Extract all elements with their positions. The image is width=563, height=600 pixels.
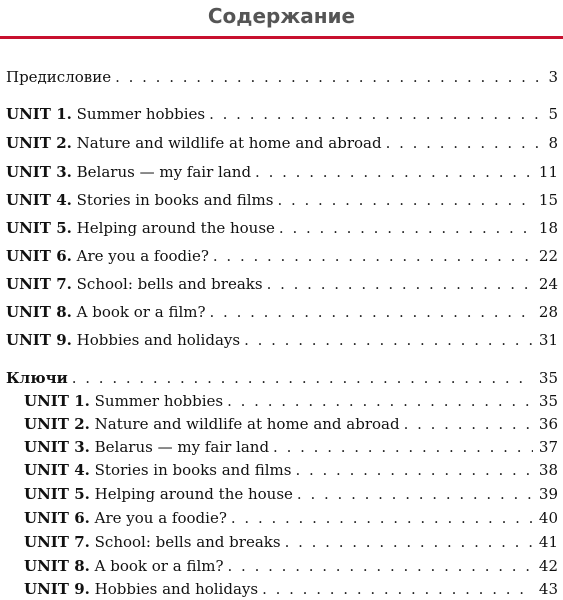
page-number: 43 bbox=[538, 580, 558, 598]
unit-number: UNIT 8. bbox=[24, 557, 90, 575]
dot-leader bbox=[244, 330, 533, 350]
page-title: Содержание bbox=[207, 4, 356, 28]
title-rule bbox=[0, 36, 563, 39]
page-number: 35 bbox=[538, 369, 558, 387]
dot-leader bbox=[297, 484, 533, 504]
entry-title: School: bells and breaks bbox=[94, 533, 281, 551]
entry-title: Summer hobbies bbox=[76, 105, 206, 123]
entry-title: A book or a film? bbox=[94, 557, 224, 575]
entry-title: Belarus — my fair land bbox=[94, 438, 270, 456]
page-number: 41 bbox=[538, 533, 558, 551]
unit-number: UNIT 9. bbox=[6, 331, 72, 349]
page-number: 31 bbox=[538, 331, 558, 349]
dot-leader bbox=[285, 532, 533, 552]
entry-title: Are you a foodie? bbox=[76, 247, 209, 265]
toc-key-unit-3[interactable] bbox=[24, 437, 558, 457]
toc-key-unit-6[interactable] bbox=[24, 508, 558, 528]
entry-title: Hobbies and holidays bbox=[76, 331, 241, 349]
toc-key-unit-7[interactable] bbox=[24, 532, 558, 552]
unit-number: UNIT 6. bbox=[24, 509, 90, 527]
entry-title: Summer hobbies bbox=[94, 392, 224, 410]
dot-leader bbox=[227, 391, 533, 411]
toc-key-unit-2[interactable] bbox=[24, 414, 558, 434]
toc-entry-unit-2[interactable] bbox=[6, 133, 558, 153]
dot-leader bbox=[273, 437, 533, 457]
unit-number: UNIT 5. bbox=[24, 485, 90, 503]
entry-title: Nature and wildlife at home and abroad bbox=[76, 134, 382, 152]
unit-number: UNIT 2. bbox=[24, 415, 90, 433]
toc-entry-unit-7[interactable] bbox=[6, 274, 558, 294]
toc-entry-unit-8[interactable] bbox=[6, 302, 558, 322]
page-number: 42 bbox=[538, 557, 558, 575]
unit-number: UNIT 4. bbox=[6, 191, 72, 209]
entry-title: Ключи bbox=[6, 369, 68, 387]
dot-leader bbox=[210, 302, 533, 322]
unit-number: UNIT 8. bbox=[6, 303, 72, 321]
entry-title: Nature and wildlife at home and abroad bbox=[94, 415, 400, 433]
page-number: 36 bbox=[538, 415, 558, 433]
entry-title: Belarus — my fair land bbox=[76, 163, 252, 181]
dot-leader bbox=[295, 460, 532, 480]
entry-title: Helping around the house bbox=[76, 219, 275, 237]
unit-number: UNIT 7. bbox=[6, 275, 72, 293]
toc-entry-unit-1[interactable] bbox=[6, 104, 558, 124]
dot-leader bbox=[386, 133, 543, 153]
toc-entry-unit-9[interactable] bbox=[6, 330, 558, 350]
entry-title: Stories in books and films bbox=[94, 461, 292, 479]
page-number: 24 bbox=[538, 275, 558, 293]
toc-key-unit-8[interactable] bbox=[24, 556, 558, 576]
toc-entry-preface[interactable] bbox=[6, 67, 558, 87]
entry-title: Helping around the house bbox=[94, 485, 293, 503]
unit-number: UNIT 2. bbox=[6, 134, 72, 152]
page-number: 11 bbox=[538, 163, 558, 181]
entry-title: School: bells and breaks bbox=[76, 275, 263, 293]
dot-leader bbox=[115, 67, 542, 87]
toc-entry-unit-4[interactable] bbox=[6, 190, 558, 210]
page-number: 22 bbox=[538, 247, 558, 265]
dot-leader bbox=[277, 190, 532, 210]
page-number: 40 bbox=[538, 509, 558, 527]
unit-number: UNIT 4. bbox=[24, 461, 90, 479]
unit-number: UNIT 3. bbox=[24, 438, 90, 456]
toc-key-unit-1[interactable] bbox=[24, 391, 558, 411]
unit-number: UNIT 6. bbox=[6, 247, 72, 265]
page-number: 5 bbox=[548, 105, 558, 123]
dot-leader bbox=[267, 274, 533, 294]
page-number: 18 bbox=[538, 219, 558, 237]
dot-leader bbox=[279, 218, 533, 238]
dot-leader bbox=[213, 246, 533, 266]
page-number: 38 bbox=[538, 461, 558, 479]
page-number: 28 bbox=[538, 303, 558, 321]
entry-title: Предисловие bbox=[6, 68, 112, 86]
dot-leader bbox=[209, 104, 542, 124]
dot-leader bbox=[404, 414, 533, 434]
unit-number: UNIT 1. bbox=[24, 392, 90, 410]
toc-key-unit-5[interactable] bbox=[24, 484, 558, 504]
page-number: 15 bbox=[538, 191, 558, 209]
unit-number: UNIT 5. bbox=[6, 219, 72, 237]
unit-number: UNIT 3. bbox=[6, 163, 72, 181]
toc-key-unit-9[interactable] bbox=[24, 579, 558, 599]
toc-entry-unit-5[interactable] bbox=[6, 218, 558, 238]
toc-entry-keys[interactable] bbox=[6, 368, 558, 388]
toc-entry-unit-6[interactable] bbox=[6, 246, 558, 266]
unit-number: UNIT 1. bbox=[6, 105, 72, 123]
unit-number: UNIT 7. bbox=[24, 533, 90, 551]
page-number: 3 bbox=[548, 68, 558, 86]
dot-leader bbox=[231, 508, 533, 528]
page-number: 35 bbox=[538, 392, 558, 410]
page-number: 8 bbox=[548, 134, 558, 152]
dot-leader bbox=[228, 556, 533, 576]
entry-title: Hobbies and holidays bbox=[94, 580, 259, 598]
entry-title: A book or a film? bbox=[76, 303, 206, 321]
dot-leader bbox=[262, 579, 533, 599]
toc-key-unit-4[interactable] bbox=[24, 460, 558, 480]
page-number: 37 bbox=[538, 438, 558, 456]
toc-entry-unit-3[interactable] bbox=[6, 162, 558, 182]
entry-title: Are you a foodie? bbox=[94, 509, 227, 527]
dot-leader bbox=[255, 162, 533, 182]
page-number: 39 bbox=[538, 485, 558, 503]
dot-leader bbox=[72, 368, 533, 388]
entry-title: Stories in books and films bbox=[76, 191, 274, 209]
unit-number: UNIT 9. bbox=[24, 580, 90, 598]
